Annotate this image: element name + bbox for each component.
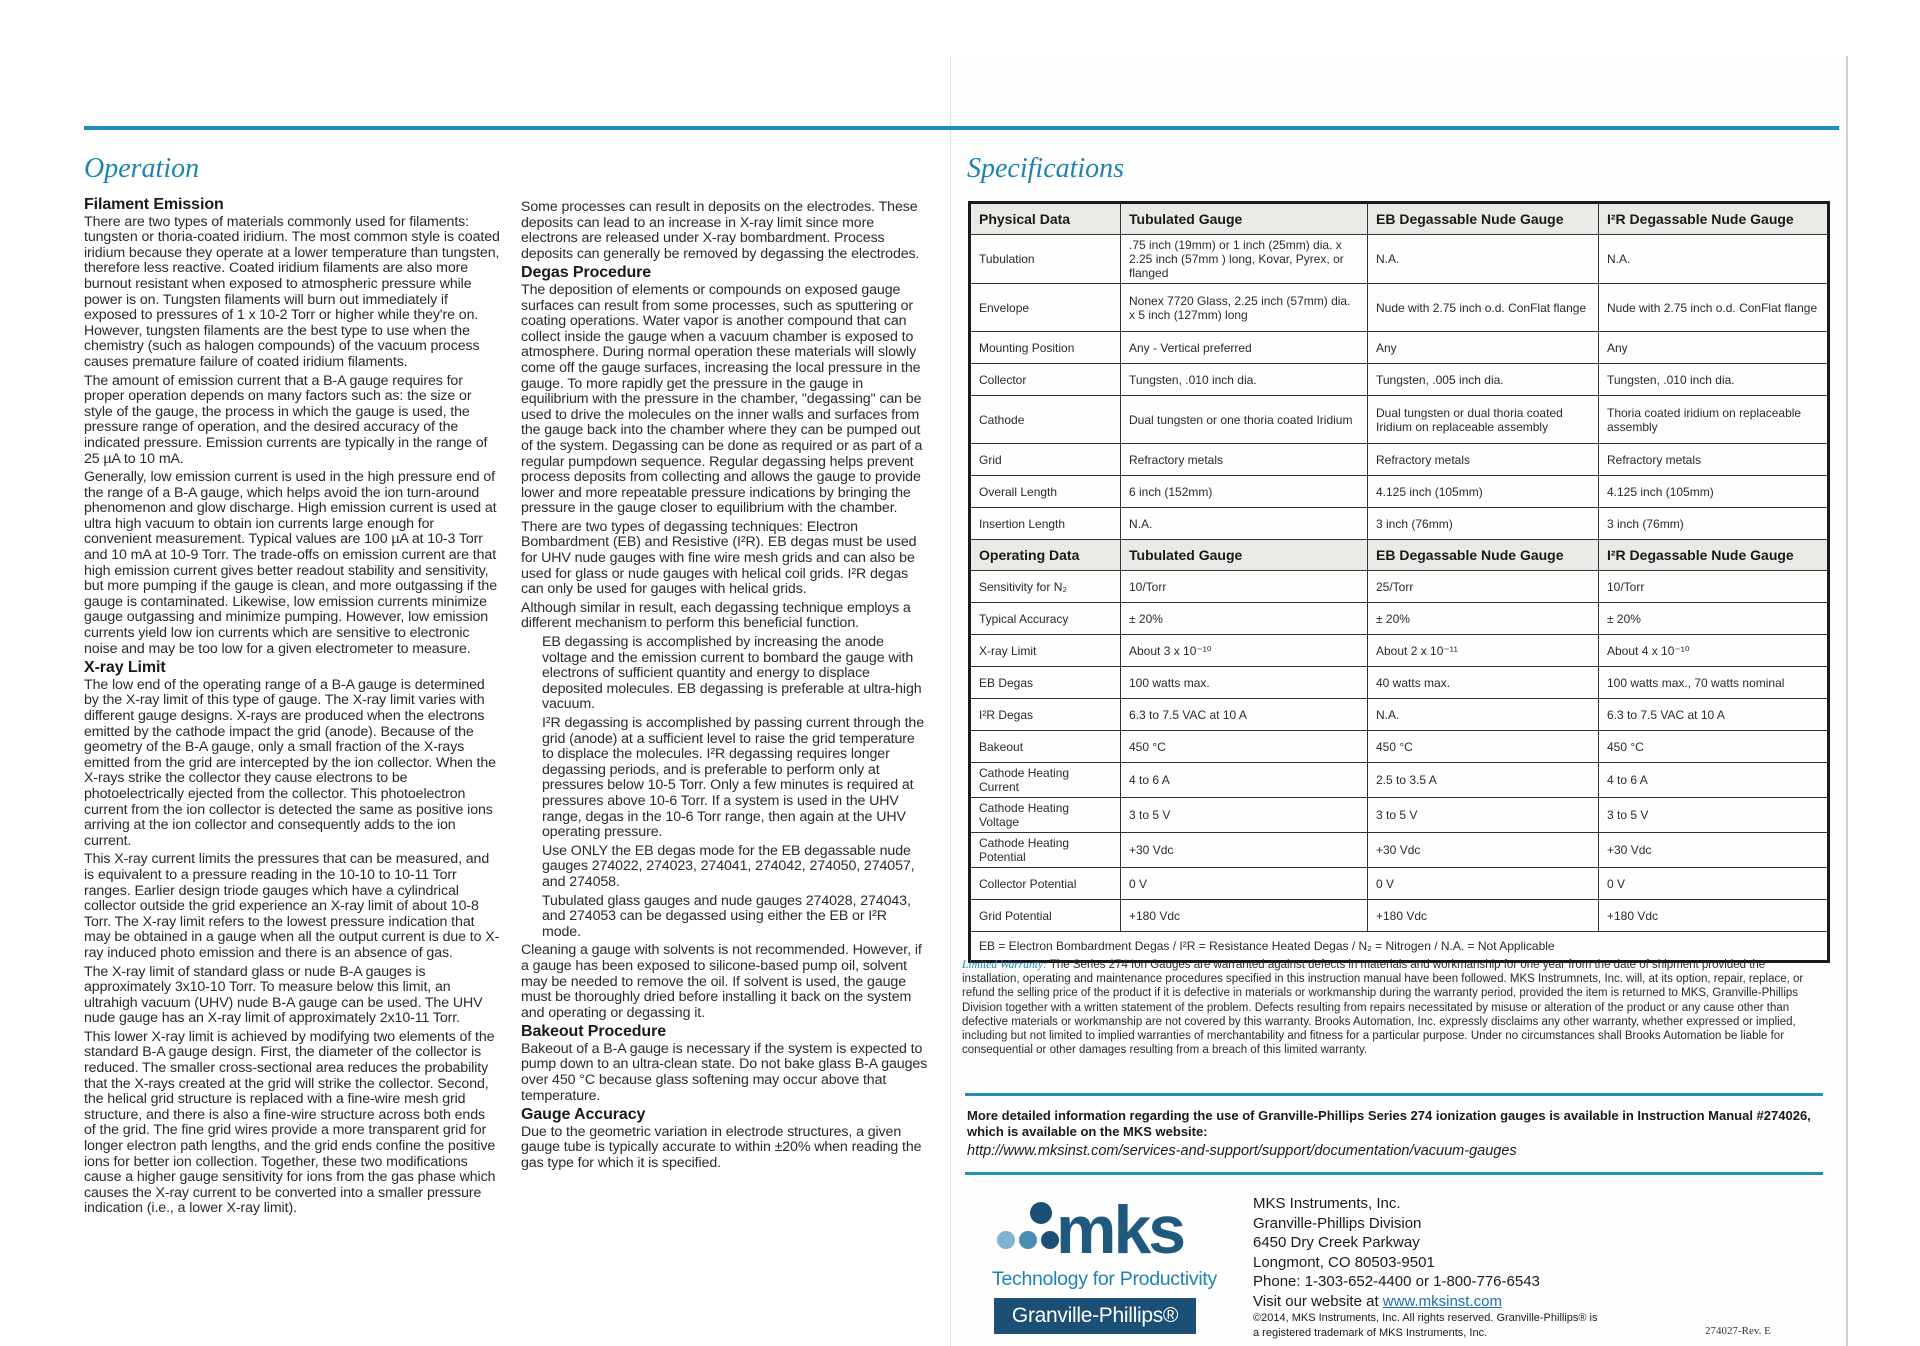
spec-cell: Any [1599,332,1829,364]
spec-cell: Any [1368,332,1599,364]
xray-paragraph-4: This lower X-ray limit is achieved by modifying two elements of the standard B-A gauge design. First, the diameter of the collector is reduced. The smaller cross-sectional area reduces the probability that the X-rays created at the grid will strike the collector. Second, the helical grid structure is replaced with a fine-wire mesh grid structure, and there is also a fine-wire structure across both ends of the grid. The fine grid wires provide a more transparent grid for longer electron path lengths, and the grid ends confine the positive ions for better ion collection. Together, these two modifications cause a higher gauge sensitivity for ions from the gas phase which causes the X-ray current to be converted into a smaller pressure indication (i.e., a lower X-ray limit). [84,1028,496,1217]
degas-paragraph-4: Cleaning a gauge with solvents is not recommended. However, if a gauge has been exposed to silicone-based pump oil, solvent may be needed to remove the oil. If solvent is used, the gauge must be thoroughly dried before installing it back on the system and operating or degassing it. [521,942,922,1021]
degas-paragraph-3: Although similar in result, each degassing technique employs a different mechanism to perform this beneficial function. [521,599,911,632]
spec-cell: 0 V [1368,868,1599,900]
physical-data-header [970,203,1829,235]
spec-cell: +30 Vdc [1368,833,1599,868]
spec-row-label: Insertion Length [970,508,1121,540]
page-edge [1846,56,1848,1346]
specifications-table [968,201,1830,963]
spec-cell: .75 inch (19mm) or 1 inch (25mm) dia. x 2.25 inch (57mm ) long, Kovar, Pyrex, or flanged [1121,235,1368,284]
spec-row-label: Collector Potential [970,868,1121,900]
spec-footnote-row [970,932,1829,962]
spec-row [970,635,1829,667]
spec-cell: N.A. [1368,699,1599,731]
spec-row [970,284,1829,332]
spec-row-label: Grid [970,444,1121,476]
xray-paragraph-2: This X-ray current limits the pressures that can be measured, and is equivalent to a pressure reading in the 10-10 to 10-11 Torr ranges. Earlier design triode gauges which have a cylindrical collector outside the grid experience an X-ray limit of about 10-8 Torr. The X-ray limit refers to the lowest pressure indication that may be obtained in a gauge when all the output current is due to X-ray induced photo emission and there is an absence of gas. [84,851,500,961]
spec-cell: 4.125 inch (105mm) [1368,476,1599,508]
spec-row-label: Typical Accuracy [970,603,1121,635]
operation-column-1 [84,197,500,1220]
spec-cell: 3 to 5 V [1368,798,1599,833]
spec-cell: +180 Vdc [1121,900,1368,932]
degas-paragraph-1: The deposition of elements or compounds on exposed gauge surfaces can result from some processes, such as sputtering or coating operations. Water vapor is another compound that can collect inside the gauge when a vacuum chamber is exposed to atmosphere. During normal operation these materials will slowly come off the gauge surfaces, increasing the local pressure in the gauge. To more rapidly get the pressure in the gauge in equilibrium with the pressure in the chamber, "degassing" can be used to drive the molecules on the inner walls and surfaces from the gauge back into the chamber where they can be pumped out of the system. Degassing can be done as required or as part of a regular pumpdown sequence. Regular degassing helps prevent process deposits from collecting and allows the gauge to provide lower and more repeatable pressure indications by bringing the pressure in the gauge closer to equilibrium with the chamber. [521,281,923,517]
mks-logo [990,1190,1217,1340]
spec-cell: 6.3 to 7.5 VAC at 10 A [1599,699,1829,731]
spec-cell: Refractory metals [1599,444,1829,476]
filament-paragraph-1: There are two types of materials commonly used for filaments: tungsten or thoria-coated iridium. The most common style is coated iridium because they operate at a lower temperature than tungsten, therefore less reactive. Coated iridium filaments are also more burnout resistant when exposed to atmospheric pressure while power is on. Tungsten filaments will burn out immediately if exposed to pressures of 1 x 10-2 Torr or higher while they're on. However, tungsten filaments are the best type to use when the chemistry (such as halogen compounds) of the vacuum process causes premature failure of coated iridium filaments. [84,213,500,370]
spec-row-label: I²R Degas [970,699,1121,731]
spec-row-label: Cathode [970,396,1121,444]
spec-cell: 4.125 inch (105mm) [1599,476,1829,508]
spec-header-cell: I²R Degassable Nude Gauge [1599,203,1829,235]
spec-cell: N.A. [1121,508,1368,540]
xray-paragraph-1: The low end of the operating range of a B-A gauge is determined by the X-ray limit of this type of gauge. The X-ray limit varies with different gauge designs. X-rays are produced when the electrons emitted by the cathode impact the grid (anode). Because of the geometry of the B-A gauge, only a small fraction of the X-rays emitted from the grid are intercepted by the ion collector. When the X-rays strike the collector they cause electrons to be photoelectrically ejected from the collector. This photoelectron current from the ion collector is detected the same as positive ions arriving at the ion collector and consequently adds to the ion current. [84,676,496,849]
operation-column-2 [521,200,929,1175]
spec-cell: +30 Vdc [1599,833,1829,868]
spec-cell: Nude with 2.75 inch o.d. ConFlat flange [1368,284,1599,332]
spec-cell: 100 watts max. [1121,667,1368,699]
spec-cell: 3 to 5 V [1121,798,1368,833]
spec-row-label: Bakeout [970,731,1121,763]
spec-header-cell: Tubulated Gauge [1121,203,1368,235]
degas-heading: Degas Procedure [521,264,652,282]
spec-cell: 10/Torr [1121,571,1368,603]
filament-paragraph-3: Generally, low emission current is used in the high pressure end of the range of a B-A gauge, which helps avoid the ion turn-around phenomenon and glow discharge. High emission current is used at ultra high vacuum to obtain ion currents large enough for convenient measurement. Typical values are 100 µA at 10-3 Torr and 10 mA at 10-9 Torr. The trade-offs on emission current are that high emission current gives better readout stability and sensitivity, but more pumping if the gauge is clean, and more outgassing if the gauge is contaminated. Likewise, low emission currents minimize gauge outgassing and minimize pumping. However, low emission currents yield low ion currents which are sensitive to electronic noise and may be too low for a given electrometer to measure. [84,469,497,657]
spec-cell: About 2 x 10⁻¹¹ [1368,635,1599,667]
spec-cell: ± 20% [1121,603,1368,635]
spec-cell: Dual tungsten or one thoria coated Iridium [1121,396,1368,444]
specifications-title: Specifications [967,153,1125,184]
spec-row [970,731,1829,763]
spec-row [970,667,1829,699]
spec-cell: Nude with 2.75 inch o.d. ConFlat flange [1599,284,1829,332]
phone-numbers: Phone: 1-303-652-4400 or 1-800-776-6543 [1253,1273,1540,1290]
spec-cell: 450 °C [1368,731,1599,763]
granville-phillips-badge: Granville-Phillips® [994,1298,1196,1334]
revision-number: 274027-Rev. E [1705,1325,1771,1337]
spec-row-label: Cathode Heating Current [970,763,1121,798]
website-link[interactable]: www.mksinst.com [1382,1292,1502,1310]
deposits-paragraph: Some processes can result in deposits on the electrodes. These deposits can lead to an increase in X-ray limit since more electrons are released under X-ray bombardment. Process deposits can generally be removed by degassing the electrodes. [521,199,920,262]
spec-cell: Refractory metals [1368,444,1599,476]
spec-row-label: Grid Potential [970,900,1121,932]
accuracy-heading: Gauge Accuracy [521,1106,646,1124]
spec-cell: 6.3 to 7.5 VAC at 10 A [1121,699,1368,731]
spec-cell: 6 inch (152mm) [1121,476,1368,508]
spec-cell: Dual tungsten or dual thoria coated Iridium on replaceable assembly [1368,396,1599,444]
logo-wordmark: mks [1056,1192,1184,1268]
spec-cell: Tungsten, .010 inch dia. [1599,364,1829,396]
spec-cell: 3 inch (76mm) [1599,508,1829,540]
spec-header-cell: I²R Degassable Nude Gauge [1599,540,1829,571]
spec-header-cell: EB Degassable Nude Gauge [1368,540,1599,571]
spec-row [970,364,1829,396]
spec-row-label: Mounting Position [970,332,1121,364]
more-info-block [967,1108,1827,1159]
spec-cell: Tungsten, .005 inch dia. [1368,364,1599,396]
spec-cell: About 3 x 10⁻¹⁰ [1121,635,1368,667]
spec-cell: 0 V [1599,868,1829,900]
spec-cell: Refractory metals [1121,444,1368,476]
website-line [1253,1292,1598,1312]
spec-cell: Any - Vertical preferred [1121,332,1368,364]
spec-cell: 450 °C [1121,731,1368,763]
city-address: Longmont, CO 80503-9501 [1253,1253,1435,1271]
copyright-line: ©2014, MKS Instruments, Inc. All rights reserved. Granville-Phillips® is [1253,1312,1598,1324]
warranty-label: Limited Warranty: [962,959,1047,971]
spec-cell: +180 Vdc [1368,900,1599,932]
spec-cell: +180 Vdc [1599,900,1829,932]
spec-header-cell: Tubulated Gauge [1121,540,1368,571]
manual-url[interactable]: http://www.mksinst.com/services-and-support/support/documentation/vacuum-gauges [967,1143,1517,1159]
operation-title: Operation [84,153,200,184]
degas-indent-4: Tubulated glass gauges and nude gauges 274028, 274043, and 274053 can be degassed using either the EB or I²R mode. [542,892,911,940]
spec-row-label: Envelope [970,284,1121,332]
spec-cell: 10/Torr [1599,571,1829,603]
divider-lower [965,1172,1823,1175]
spec-cell: N.A. [1599,235,1829,284]
spec-row-label: Tubulation [970,235,1121,284]
spec-cell: 0 V [1121,868,1368,900]
spec-cell: 3 to 5 V [1599,798,1829,833]
accuracy-paragraph: Due to the geometric variation in electrode structures, a given gauge tube is typically accurate to within ±20% when reading the gas type for which it is specified. [521,1123,922,1172]
spec-cell: 3 inch (76mm) [1368,508,1599,540]
filament-paragraph-2: The amount of emission current that a B-A gauge requires for proper operation depends on many factors such as: the size or style of the gauge, the process in which the gauge is used, the pressure range of operation, and the desired accuracy of the indicated pressure. Emission currents are typically in the range of 25 µA to 10 mA. [84,372,488,467]
spec-cell: 4 to 6 A [1121,763,1368,798]
spec-header-cell: EB Degassable Nude Gauge [1368,203,1599,235]
spec-cell: About 4 x 10⁻¹⁰ [1599,635,1829,667]
street-address: 6450 Dry Creek Parkway [1253,1234,1420,1251]
spec-row [970,571,1829,603]
trademark-line: a registered trademark of MKS Instruments, Inc. [1253,1327,1488,1339]
spec-cell: Tungsten, .010 inch dia. [1121,364,1368,396]
degas-paragraph-2: There are two types of degassing techniques: Electron Bombardment (EB) and Resistive (I²R). EB degas must be used for UHV nude gauges with fine wire mesh grids and can also be used for glass or nude gauges with helical coil grids. I²R degas can only be used for gauges with helical grids. [521,518,917,598]
degas-indent-1: EB degassing is accomplished by increasing the anode voltage and the emission current to bombard the gauge with electrons of sufficient quantity and energy to displace deposited molecules. EB degassing is preferable at ultra-high vacuum. [542,634,922,713]
spec-cell: ± 20% [1599,603,1829,635]
spec-row [970,396,1829,444]
xray-paragraph-3: The X-ray limit of standard glass or nude B-A gauges is approximately 3x10-10 Torr. To measure below this limit, an ultrahigh vacuum (UHV) nude B-A gauge can be used. The UHV nude gauge has an X-ray limit of approximately 2x10-11 Torr. [84,963,483,1027]
xray-heading: X-ray Limit [84,659,166,677]
spec-row [970,476,1829,508]
website-label: Visit our website at [1253,1292,1383,1310]
spec-row [970,763,1829,798]
spec-row [970,235,1829,284]
warranty-block [962,958,1824,1057]
spec-cell: +30 Vdc [1121,833,1368,868]
bakeout-heading: Bakeout Procedure [521,1023,667,1041]
operating-data-header [970,540,1829,571]
spec-row-label: Collector [970,364,1121,396]
spec-cell: N.A. [1368,235,1599,284]
spec-row [970,508,1829,540]
spec-cell: 4 to 6 A [1599,763,1829,798]
spec-cell: 450 °C [1599,731,1829,763]
top-rule-right [951,126,1839,130]
spec-row [970,699,1829,731]
top-rule-left [84,126,951,130]
spec-row [970,798,1829,833]
spec-row-label: Cathode Heating Potential [970,833,1121,868]
company-name: MKS Instruments, Inc. [1253,1195,1401,1212]
spec-row [970,444,1829,476]
filament-heading: Filament Emission [84,196,224,213]
spec-cell: 40 watts max. [1368,667,1599,699]
spec-row [970,868,1829,900]
spec-row-label: Cathode Heating Voltage [970,798,1121,833]
divider-upper [965,1093,1823,1096]
spec-cell: 2.5 to 3.5 A [1368,763,1599,798]
spec-row [970,833,1829,868]
spec-row-label: X-ray Limit [970,635,1121,667]
division-name: Granville-Phillips Division [1253,1214,1422,1232]
spec-cell: Thoria coated iridium on replaceable assembly [1599,396,1829,444]
spec-cell: Nonex 7720 Glass, 2.25 inch (57mm) dia. x 5 inch (127mm) long [1121,284,1368,332]
spec-cell: ± 20% [1368,603,1599,635]
spec-row-label: Sensitivity for N₂ [970,571,1121,603]
spec-row-label: EB Degas [970,667,1121,699]
spec-cell: 100 watts max., 70 watts nominal [1599,667,1829,699]
degas-indent-2: I²R degassing is accomplished by passing current through the grid (anode) at a sufficient level to raise the grid temperature to displace the molecules. I²R degassing requires longer degassing periods, and is preferable to perform only at pressures below 10-5 Torr. Only a few minutes is required at pressures above 10-6 Torr. If a system is used in the UHV range, degas in the 10-6 Torr range, then again at the UHV operating pressure. [542,715,925,841]
more-info-text: More detailed information regarding the use of Granville-Phillips Series 274 ionization gauges is available in Instruction Manual #274026, which is available on the MKS website: [967,1108,1811,1139]
bakeout-paragraph: Bakeout of a B-A gauge is necessary if the system is expected to pump down to an ultra-clean state. Do not bake glass B-A gauges over 450 °C because glass softening may occur above that temperature. [521,1040,928,1104]
spec-row [970,603,1829,635]
logo-tagline: Technology for Productivity [992,1268,1217,1290]
spec-row [970,900,1829,932]
degas-indent-3: Use ONLY the EB degas mode for the EB degassable nude gauges 274022, 274023, 274041, 274042, 274050, 274057, and 274058. [542,842,915,890]
spec-row [970,332,1829,364]
warranty-text: The Series 274 Ion Gauges are warranted against defects in materials and workmanship for one year from the date of shipment provided the installation, operating and maintenance procedures specified in this instruction manual have been followed. MKS Instrumnets, Inc. will, at its option, repair, replace, or refund the selling price of the product if it is defective in materials or workmanship during the warranty period, provided the item is returned to MKS, Granville-Phillips Division together with a written statement of the problem. Defects resulting from repairs necessitated by misuse or alteration of the product or any cause other than defective materials or workmanship are not covered by this warranty. Brooks Automation, Inc. expressly disclaims any other warranty, whether expressed or implied, including but not limited to implied warranties of merchantability and fitness for a particular purpose. Under no circumstances shall Brooks Automation be liable for consequential or other damages resulting from a breach of this limited warranty. [962,959,1804,1057]
spec-footnote: EB = Electron Bombardment Degas / I²R = Resistance Heated Degas / N₂ = Nitrogen / N.A. = Not Applicable [970,932,1829,962]
spec-cell: 25/Torr [1368,571,1599,603]
spec-header-cell: Physical Data [970,203,1121,235]
contact-block [1253,1194,1598,1341]
spec-row-label: Overall Length [970,476,1121,508]
spec-header-cell: Operating Data [970,540,1121,571]
